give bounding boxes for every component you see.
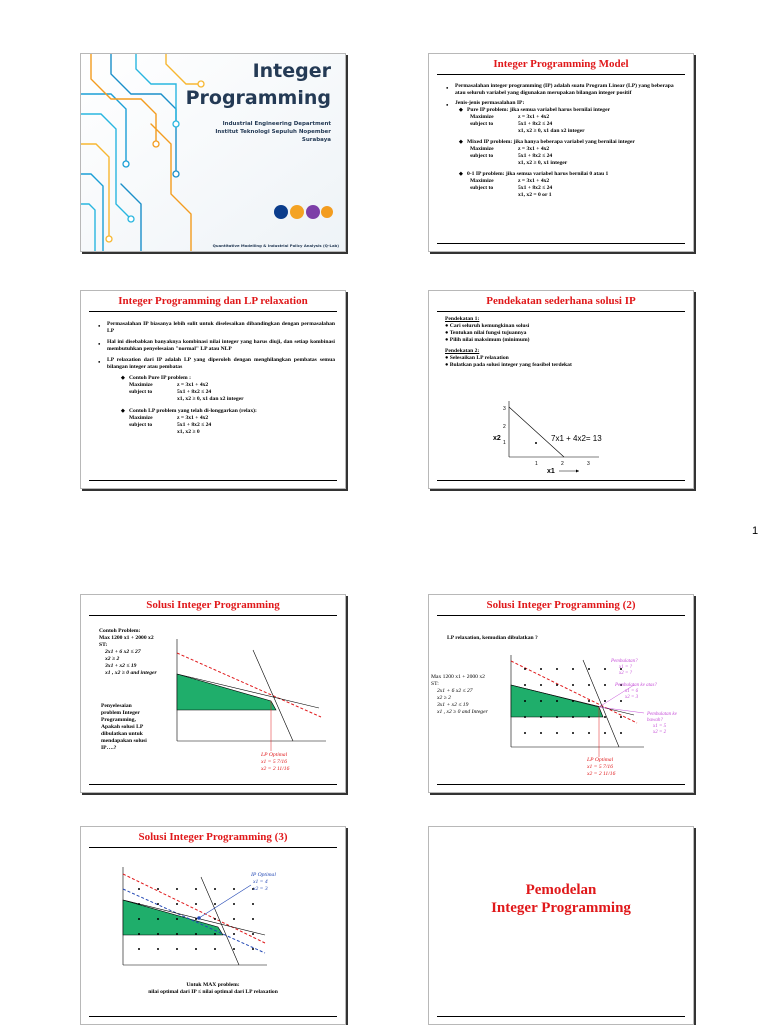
grid-point [572, 668, 574, 670]
grid-point [157, 903, 159, 905]
label: Maximize [129, 382, 153, 388]
grid-point [524, 716, 526, 718]
problem-text: x1 , x2 ≥ 0 and integer [105, 670, 157, 676]
title-programming: Programming [185, 87, 331, 109]
question-text: Programming, [101, 717, 136, 723]
approach1-heading: Pendekatan 1: [445, 316, 480, 322]
lp-optimal-x1: x1 = 5 7/16 [261, 759, 287, 765]
label: subject to [129, 389, 153, 395]
problem-text: ST: [99, 642, 108, 648]
grid-point [252, 933, 254, 935]
grid-point [524, 668, 526, 670]
approach1-item: ● Pilih nilai maksimum (minimum) [445, 337, 530, 343]
lp-graph [81, 595, 345, 792]
grid-point [604, 732, 606, 734]
slide-footer: Quantitative Modelling & Industrial Policy Analysis (Q-Lab) [212, 243, 339, 248]
feasible-region [123, 900, 223, 935]
title-rule [89, 311, 337, 312]
bottom-rule [89, 480, 337, 481]
x2-axis-label: x2 [493, 435, 501, 442]
label: subject to [129, 422, 153, 428]
grid-point [524, 700, 526, 702]
question-text: Penyelesaian [101, 703, 132, 709]
grid-point [540, 668, 542, 670]
mixed-ip-heading: ◆ Mixed IP problem: jika hanya beberapa variabel yang bernilai integer [467, 139, 683, 146]
x1-axis-label: x1 [547, 468, 555, 475]
slide-title: Integer Programming Model [493, 58, 629, 70]
subtitle: LP relaxation, kemudian dibulatkan ? [447, 635, 538, 641]
approach2-heading: Pendekatan 2: [445, 348, 480, 354]
slide-lp-relaxation [80, 290, 346, 489]
ip-optimal-label: IP Optimal [251, 872, 276, 878]
grid-point [176, 918, 178, 920]
slide-simple-approach [428, 290, 694, 489]
grid-point [214, 933, 216, 935]
grid-point [588, 668, 590, 670]
paragraph: ● Permasalahan IP biasanya lebih sulit untuk diselesaikan dibandingkan dengan permasalahan LP [107, 321, 335, 335]
lp-optimal-x1: x1 = 5 7/16 [587, 764, 613, 770]
grid-point [176, 933, 178, 935]
slide-title: Solusi Integer Programming (3) [138, 831, 288, 843]
constraint: 5x1 + 8x2 ≤ 24 [518, 153, 553, 159]
equation-label: 7x1 + 4x2= 13 [551, 434, 602, 443]
point [535, 442, 537, 444]
grid-point [157, 888, 159, 890]
paragraph: ● LP relaxation dari IP adalah LP yang diperoleh dengan menghilangkan pembatas semua bilangan integer atau pembatas [107, 357, 335, 371]
lp-optimal-x2: x2 = 2 11/16 [261, 766, 290, 772]
grid-point [138, 903, 140, 905]
section-title-line2: Integer Programming [491, 900, 631, 916]
round-up-annotation: x2 = 3 [625, 695, 639, 700]
grid-point [252, 903, 254, 905]
slide-ip-solution-3 [80, 826, 346, 1025]
tick-x: 2 [561, 461, 564, 467]
grid-point [588, 684, 590, 686]
grid-point [233, 918, 235, 920]
label: subject to [470, 121, 494, 127]
paragraph: ● Jenis-jenis permasalahan IP: [455, 100, 683, 107]
lp-optimal-x2: x2 = 2 11/16 [587, 771, 616, 777]
grid-point [214, 948, 216, 950]
objective: z = 3x1 + 4x2 [518, 146, 550, 152]
grid-point [620, 716, 622, 718]
problem-text: ST: [431, 681, 439, 687]
title-rule [437, 74, 685, 75]
problem-text: 2x1 + 6 x2 ≤ 27 [437, 688, 473, 694]
constraint: 5x1 + 8x2 ≤ 24 [518, 185, 553, 191]
objective: z = 3x1 + 4x2 [177, 415, 209, 421]
grid-point [572, 732, 574, 734]
grid-point [604, 716, 606, 718]
grid-point [252, 948, 254, 950]
institute-name: Institut Teknologi Sepuluh Nopember [215, 129, 331, 135]
grid-point [195, 948, 197, 950]
slide-title: Solusi Integer Programming [146, 599, 280, 611]
bottom-rule [89, 1016, 337, 1017]
grid-point [233, 948, 235, 950]
grid-point [233, 888, 235, 890]
problem-text: Max 1200 x1 + 2000 x2 [99, 635, 154, 641]
bottom-rule [437, 784, 685, 785]
binary-ip-heading: ◆ 0-1 IP problem: jika semua variabel harus bernilai 0 atau 1 [467, 171, 683, 178]
bottom-rule [437, 243, 685, 244]
grid-point [572, 700, 574, 702]
pure-ip-heading: ◆ Pure IP problem: jika semua variabel harus bernilai integer [467, 107, 683, 114]
grid-point [556, 700, 558, 702]
ip-optimal-point [197, 916, 201, 920]
slide-title: Pendekatan sederhana solusi IP [486, 295, 636, 307]
question-text: problem Integer [101, 710, 140, 716]
grid-point [176, 888, 178, 890]
example2-heading: ◆ Contoh LP problem yang telah di-longgarkan (relax): [129, 408, 335, 415]
grid-point [138, 888, 140, 890]
problem-text: Contoh Problem: [99, 628, 141, 634]
label: Maximize [129, 415, 153, 421]
grid-point [176, 948, 178, 950]
problem-text: Max 1200 x1 + 2000 x2 [431, 674, 485, 680]
grid-point [588, 716, 590, 718]
grid-point [138, 948, 140, 950]
grid-point [604, 668, 606, 670]
grid-point [540, 716, 542, 718]
grid-point [252, 918, 254, 920]
label: Maximize [470, 114, 494, 120]
constraint: 5x1 + 8x2 ≤ 24 [177, 422, 212, 428]
bottom-rule [89, 784, 337, 785]
slide-title [80, 53, 346, 252]
grid-point [214, 903, 216, 905]
bottom-rule [437, 1016, 685, 1017]
grid-point [233, 933, 235, 935]
objective: z = 3x1 + 4x2 [518, 114, 550, 120]
lp-optimal-label: LP Optimal [261, 752, 288, 758]
tick-y: 3 [503, 406, 506, 412]
problem-text: 2x1 + 6 x2 ≤ 27 [105, 649, 141, 655]
round-up-annotation: Pembulatan ke atas? [615, 683, 657, 688]
grid-point [157, 933, 159, 935]
bound-note: nilai optimal dari IP ≤ nilai optimal dari LP relaxation [148, 989, 278, 995]
slide-ip-model [428, 53, 694, 252]
problem-text: x2 ≥ 2 [105, 656, 120, 662]
grid-point [604, 684, 606, 686]
grid-point [556, 732, 558, 734]
question-text: mendapakan solusi [101, 738, 147, 744]
constraint: 5x1 + 8x2 ≤ 24 [518, 121, 553, 127]
rounding-annotation: x1 = ? [619, 665, 633, 670]
slide-ip-solution-2 [428, 594, 694, 793]
grid-point [588, 700, 590, 702]
grid-point [195, 903, 197, 905]
slide-ip-solution [80, 594, 346, 793]
label: Maximize [470, 178, 494, 184]
objective: z = 3x1 + 4x2 [518, 178, 550, 184]
rounding-annotation: x2 = ? [619, 671, 633, 676]
slide-title: Integer Programming dan LP relaxation [118, 295, 308, 307]
title-integer: Integer [252, 60, 331, 82]
grid-point [214, 918, 216, 920]
grid-point [572, 684, 574, 686]
approach2-item: ● Selesaikan LP relaxation [445, 355, 509, 361]
grid-point [556, 668, 558, 670]
grid-point [540, 732, 542, 734]
grid-point [524, 732, 526, 734]
grid-point [588, 732, 590, 734]
grid-point [157, 918, 159, 920]
label: subject to [470, 153, 494, 159]
tick-y: 1 [503, 440, 506, 446]
city-name: Surabaya [301, 137, 331, 143]
grid-point [620, 732, 622, 734]
max-problem-note: Untuk MAX problem: [186, 982, 240, 988]
slide-title: Solusi Integer Programming (2) [486, 599, 636, 611]
grid-point [540, 684, 542, 686]
grid-point [556, 684, 558, 686]
question-text: Apakah solusi LP [101, 724, 144, 730]
grid-point [572, 716, 574, 718]
bottom-rule [437, 480, 685, 481]
constraint: x1, x2 ≥ 0, x1 dan x2 integer [177, 396, 244, 402]
constraint: x1, x2 ≥ 0, x1 dan x2 integer [518, 128, 585, 134]
constraint: 5x1 + 8x2 ≤ 24 [177, 389, 212, 395]
round-up-annotation: x1 = 6 [625, 689, 639, 694]
ip-optimal-x1: x1 = 4 [253, 879, 268, 885]
round-down-annotation: x2 = 2 [653, 730, 667, 735]
problem-text: 3x1 + x2 ≤ 19 [105, 663, 137, 669]
paragraph: ● Permasalahan integer programming (IP) adalah suatu Program Linear (LP) yang beberapa atau seluruh variabel yang digunakan merupakan bilangan integer positif [455, 83, 683, 97]
approach2-item: ● Bulatkan pada solusi integer yang feasibel terdekat [445, 362, 572, 368]
tick-y: 2 [503, 424, 506, 430]
grid-point [195, 888, 197, 890]
grid-point [233, 903, 235, 905]
tick-x: 3 [587, 461, 590, 467]
question-text: IP….? [101, 745, 117, 751]
objective: z = 3x1 + 4x2 [177, 382, 209, 388]
paragraph: ● Hal ini disebabkan banyaknya kombinasi nilai integer yang harus diuji, dan setiap kombinasi membutuhkan penyelesaian "normal" LP atau NLP [107, 339, 335, 353]
constraint: x1, x2 ≥ 0 [177, 429, 200, 435]
section-title-line1: Pemodelan [525, 882, 597, 898]
grid-point [604, 700, 606, 702]
grid-point [176, 903, 178, 905]
department-name: Industrial Engineering Department [222, 121, 331, 127]
tick-x: 1 [535, 461, 538, 467]
constraint: x1, x2 ≥ 0, x1 integer [518, 160, 568, 166]
round-down-annotation: x1 = 5 [653, 724, 667, 729]
approach-graph [429, 291, 693, 488]
grid-point [157, 948, 159, 950]
approach1-item: ● Cari seluruh kemungkinan solusi [445, 323, 530, 329]
problem-text: x2 ≥ 2 [437, 695, 451, 701]
grid-point [540, 700, 542, 702]
constraint-line [253, 650, 293, 741]
ip-optimal-x2: x2 = 3 [253, 886, 268, 892]
grid-point [138, 933, 140, 935]
grid-point [524, 684, 526, 686]
feasible-region [177, 674, 276, 710]
approach1-item: ● Tentukan nilai fungsi tujuannya [445, 330, 527, 336]
constraint-line [201, 877, 239, 965]
question-text: dibulatkan untuk [101, 731, 143, 737]
grid-point [556, 716, 558, 718]
rounding-annotation: Pembulatan? [611, 659, 638, 664]
label: subject to [470, 185, 494, 191]
problem-text: x1 , x2 ≥ 0 and Integer [437, 709, 488, 715]
grid-point [214, 888, 216, 890]
example1-heading: ◆ Contoh Pure IP problem : [129, 375, 335, 382]
slide-modeling [428, 826, 694, 1025]
label: Maximize [470, 146, 494, 152]
circuit-decoration [81, 54, 345, 251]
grid-point [138, 918, 140, 920]
lp-optimal-label: LP Optimal [587, 757, 614, 763]
constraint-line [509, 407, 564, 457]
grid-point [195, 918, 197, 920]
constraint: x1, x2 = 0 or 1 [518, 192, 552, 198]
round-down-annotation: Pembulatan ke bawah? [647, 712, 677, 723]
page-number: 1 [752, 525, 759, 537]
problem-text: 3x1 + x2 ≤ 19 [437, 702, 469, 708]
grid-point [195, 933, 197, 935]
